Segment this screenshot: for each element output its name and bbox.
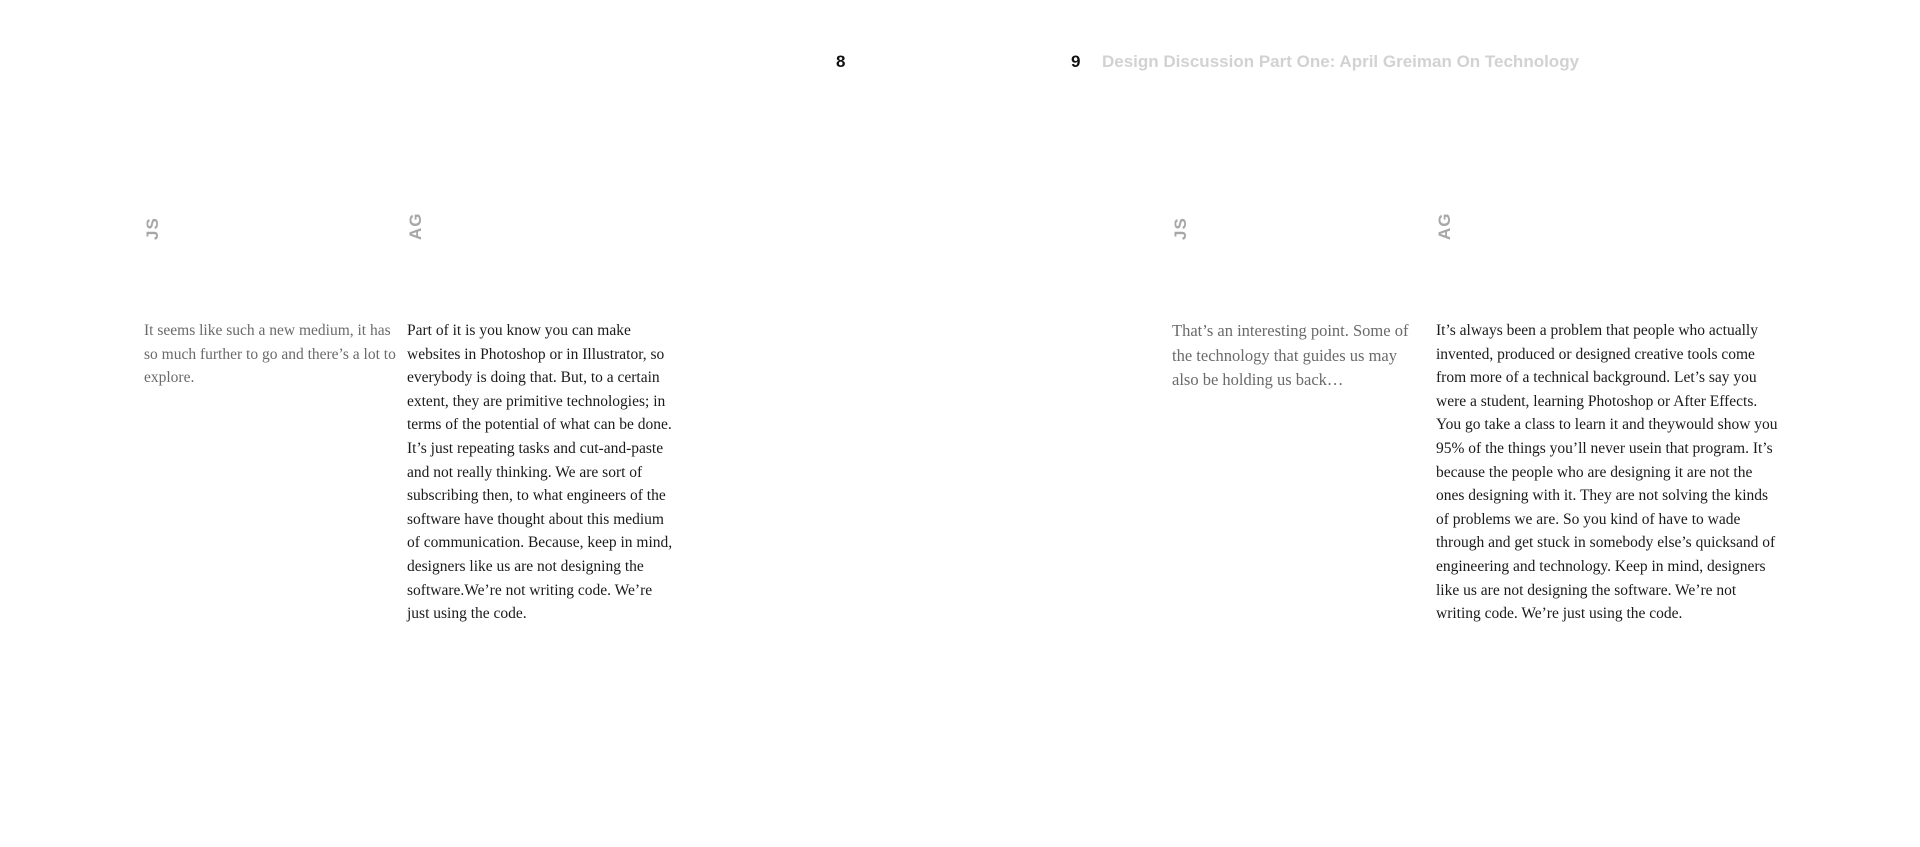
page-number-right: 9 — [1071, 52, 1081, 71]
speaker-label-text: JS — [1171, 217, 1190, 240]
interview-question: That’s an interesting point. Some of the technology that guides us may also be holding us back… — [1172, 321, 1409, 389]
interview-answer: It’s always been a problem that people who actually invented, produced or designed creative tools come from more of a technical background. Let’s say you were a student, learning Photoshop or After Effects. You go take a class to learn it and theywould show you 95% of the things you’ll never usein that program. It’s because the people who are designing it are not the ones designing with it. They are not solving the kinds of problems we are. So you kind of have to wade through and get stuck in somebody else’s quicksand of engineering and technology. Keep in mind, designers like us are not designing the software. We’re not writing code. We’re just using the code. — [1436, 322, 1778, 623]
speaker-label-js — [143, 217, 168, 270]
speaker-label-ag — [1435, 212, 1460, 270]
interview-answer: Part of it is you know you can make websites in Photoshop or in Illustrator, so everybody is doing that. But, to a certain extent, they are primitive technologies; in terms of the potential of what can be done. It’s just repeating tasks and cut-and-paste and not really thinking. We are sort of subscribing then, to what engineers of the software have thought about this medium of communication. Because, keep in mind, designers like us are not designing the software.We’re not writing code. We’re just using the code. — [407, 322, 673, 623]
speaker-label-js — [1171, 217, 1196, 270]
speaker-label-text: AG — [1435, 212, 1454, 240]
running-title: Design Discussion Part One: April Greiman On Technology — [1102, 52, 1580, 71]
speaker-label-text: JS — [143, 217, 162, 240]
speaker-label-text: AG — [406, 212, 425, 240]
speaker-label-ag — [406, 212, 431, 270]
page-number-left: 8 — [836, 52, 846, 71]
interview-question: It seems like such a new medium, it has so much further to go and there’s a lot to explore. — [144, 322, 396, 387]
